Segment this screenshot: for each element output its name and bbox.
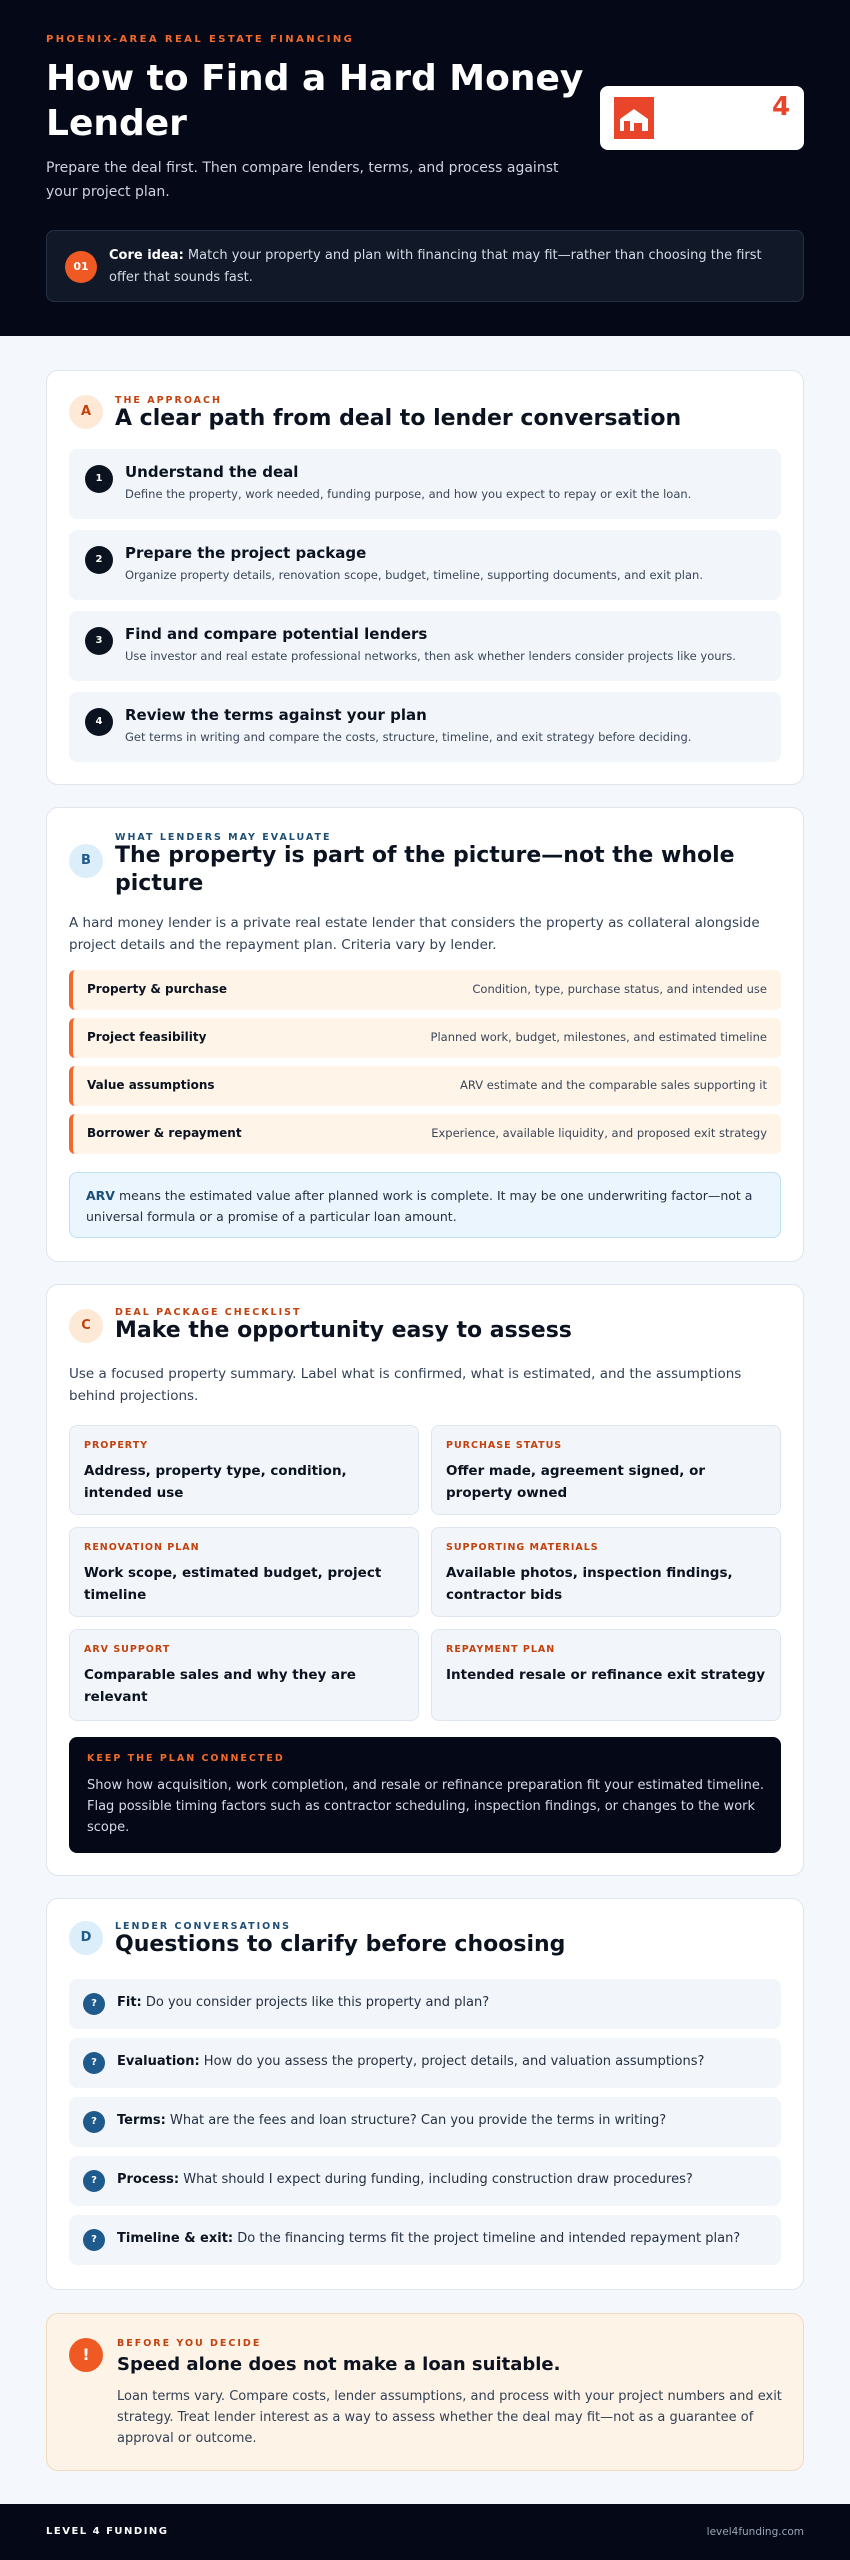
tile-value: Address, property type, condition, intended use [84,1463,347,1501]
step-title: Prepare the project package [125,544,367,562]
hero-subtitle: Prepare the deal first. Then compare lenders, terms, and process against your project plan. [46,160,559,200]
question-body: Do the financing terms fit the project timeline and intended repayment plan? [233,2231,741,2246]
section-letter-c: C [69,1309,103,1343]
question-label: Evaluation: [117,2054,200,2069]
step-item [69,611,781,681]
question-body: What are the fees and loan structure? Can you provide the terms in writing? [165,2113,667,2128]
step-title: Review the terms against your plan [125,706,427,724]
question-item [69,2038,781,2088]
decide-kicker: BEFORE YOU DECIDE [117,2338,262,2349]
section-kicker: THE APPROACH [115,395,222,406]
core-idea-badge: 01 [65,251,97,283]
criteria-value: Experience, available liquidity, and proposed exit strategy [431,1126,767,1140]
question-item [69,2097,781,2147]
question-label: Fit: [117,1995,142,2010]
step-number: 1 [85,465,113,493]
checklist-tile [69,1527,419,1617]
plan-connected-box [69,1737,781,1853]
question-text [117,2172,693,2187]
brand-logo[interactable] [600,86,804,150]
tile-label: PURCHASE STATUS [446,1440,563,1451]
step-item [69,692,781,762]
step-description: Use investor and real estate professional networks, then ask whether lenders consider projects like yours. [125,649,736,663]
section-letter-a: A [69,395,103,429]
criteria-row [69,1066,781,1106]
section-intro: Use a focused property summary. Label what is confirmed, what is estimated, and the assumptions behind projections. [69,1366,742,1404]
house-logo-icon [614,97,654,139]
footer-brand: LEVEL 4 FUNDING [46,2526,169,2537]
section-kicker: LENDER CONVERSATIONS [115,1921,291,1932]
section-evaluate [46,807,804,1262]
core-idea-body: Match your property and plan with financing that may fit—rather than choosing the first offer that sounds fast. [109,248,762,285]
tile-value: Work scope, estimated budget, project timeline [84,1565,382,1603]
tile-label: REPAYMENT PLAN [446,1644,556,1655]
question-label: Timeline & exit: [117,2231,234,2246]
arv-note-text [86,1185,766,1227]
question-text [117,2113,666,2128]
decide-text: Loan terms vary. Compare costs, lender assumptions, and process with your project numbers and exit strategy. Treat lender interest as a way to assess whether the deal may fit—not as a guarantee of approval or outcome. [117,2389,782,2446]
before-you-decide-box [46,2313,804,2471]
step-title: Understand the deal [125,463,299,481]
footer-url-link[interactable]: level4funding.com [706,2526,804,2538]
alert-icon: ! [69,2338,103,2372]
question-label: Terms: [117,2113,166,2128]
section-approach [46,370,804,785]
page-title: How to Find a Hard Money Lender [46,58,584,144]
section-title: A clear path from deal to lender conversation [115,406,682,431]
tile-value: Intended resale or refinance exit strategy [446,1667,766,1683]
criteria-label: Project feasibility [87,1030,207,1044]
question-body: How do you assess the property, project details, and valuation assumptions? [199,2054,705,2069]
checklist-tile [431,1629,781,1721]
question-text [117,2054,704,2069]
question-item [69,2215,781,2265]
question-item [69,1979,781,2029]
step-item [69,449,781,519]
plan-text: Show how acquisition, work completion, and resale or refinance preparation fit your estimated timeline. Flag possible timing factors such as contractor scheduling, inspection findings, or changes to the work scope. [87,1778,765,1835]
criteria-row [69,970,781,1010]
question-body: What should I expect during funding, including construction draw procedures? [179,2172,693,2187]
question-text [117,1995,489,2010]
tile-value: Offer made, agreement signed, or property owned [446,1463,705,1501]
section-letter-d: D [69,1921,103,1955]
tile-label: SUPPORTING MATERIALS [446,1542,599,1553]
arv-definition: means the estimated value after planned work is complete. It may be one underwriting factor—not a universal formula or a promise of a particular loan amount. [86,1188,753,1224]
question-text [117,2231,740,2246]
criteria-value: Condition, type, purchase status, and intended use [472,982,767,996]
question-body: Do you consider projects like this property and plan? [141,1995,490,2010]
logo-number: 4 [772,92,791,122]
tile-label: ARV SUPPORT [84,1644,171,1655]
step-title: Find and compare potential lenders [125,625,428,643]
tile-value: Comparable sales and why they are relevant [84,1667,356,1705]
arv-note [69,1172,781,1238]
decide-title: Speed alone does not make a loan suitable. [117,2354,561,2375]
checklist-tile [431,1527,781,1617]
criteria-value: Planned work, budget, milestones, and estimated timeline [430,1030,767,1044]
question-icon: ? [83,1993,105,2015]
criteria-label: Property & purchase [87,982,228,996]
criteria-row [69,1018,781,1058]
step-description: Organize property details, renovation scope, budget, timeline, supporting documents, and exit plan. [125,568,703,582]
step-number: 3 [85,627,113,655]
criteria-value: ARV estimate and the comparable sales supporting it [460,1078,767,1092]
checklist-tile [69,1629,419,1721]
checklist-tile [69,1425,419,1515]
tile-label: PROPERTY [84,1440,149,1451]
page-footer [0,2504,850,2560]
step-number: 2 [85,546,113,574]
checklist-tile [431,1425,781,1515]
step-description: Define the property, work needed, funding purpose, and how you expect to repay or exit the loan. [125,487,692,501]
tile-label: RENOVATION PLAN [84,1542,200,1553]
step-description: Get terms in writing and compare the costs, structure, timeline, and exit strategy before deciding. [125,730,692,744]
hero-kicker: PHOENIX-AREA REAL ESTATE FINANCING [46,34,355,45]
step-item [69,530,781,600]
section-title-line2: picture [115,871,204,896]
section-checklist [46,1284,804,1876]
question-icon: ? [83,2229,105,2251]
section-conversations [46,1898,804,2290]
criteria-label: Value assumptions [87,1078,215,1092]
hero-header [0,0,850,336]
tile-value: Available photos, inspection findings, contractor bids [446,1565,733,1603]
section-kicker: WHAT LENDERS MAY EVALUATE [115,832,332,843]
section-kicker: DEAL PACKAGE CHECKLIST [115,1307,302,1318]
plan-kicker: KEEP THE PLAN CONNECTED [87,1753,285,1764]
section-letter-b: B [69,844,103,878]
core-idea-text [109,245,789,289]
question-label: Process: [117,2172,180,2187]
section-title: Make the opportunity easy to assess [115,1318,572,1343]
step-number: 4 [85,708,113,736]
question-icon: ? [83,2170,105,2192]
question-icon: ? [83,2111,105,2133]
criteria-row [69,1114,781,1154]
question-icon: ? [83,2052,105,2074]
section-intro: A hard money lender is a private real estate lender that considers the property as collateral alongside project details and the repayment plan. Criteria vary by lender. [69,915,760,953]
core-idea-label: Core idea: [109,248,184,263]
core-idea-box [46,230,804,302]
section-title-line1: The property is part of the picture—not the whole [115,843,735,868]
arv-term: ARV [86,1188,115,1203]
criteria-label: Borrower & repayment [87,1126,242,1140]
question-item [69,2156,781,2206]
section-title: Questions to clarify before choosing [115,1932,566,1957]
